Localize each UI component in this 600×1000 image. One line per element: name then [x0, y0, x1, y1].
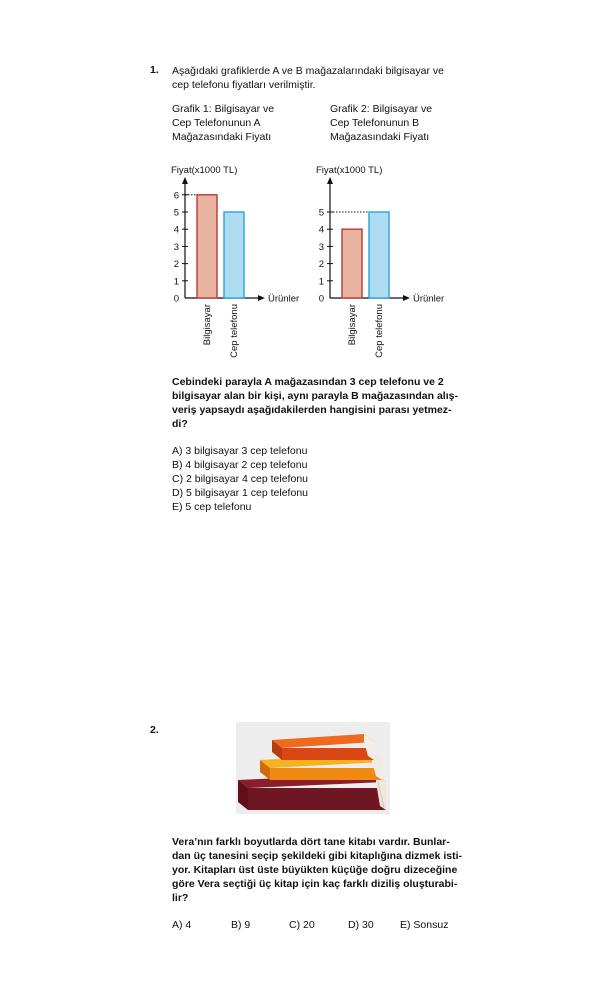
bar-bilgisayar: [197, 195, 217, 298]
question-1-text-line: Cebindeki parayla A mağazasından 3 cep telefonu ve 2: [172, 376, 444, 388]
y-tick-label: 0: [318, 293, 324, 305]
y-tick-label: 4: [173, 224, 179, 236]
bar-bilgisayar: [342, 229, 362, 298]
y-tick-label: 5: [173, 207, 179, 219]
graph-1-title: [172, 102, 312, 144]
question-1-text-line: di?: [172, 418, 188, 430]
x-axis-arrow: [403, 295, 410, 301]
question-2-text-line: Vera’nın farklı boyutlarda dört tane kitabı vardır. Bunlar-: [172, 836, 450, 848]
graph-2-title: [330, 102, 470, 144]
x-category-label: Cep telefonu: [374, 304, 385, 358]
y-tick-label: 2: [173, 259, 179, 271]
x-category-label: Bilgisayar: [347, 304, 358, 346]
answer-option[interactable]: C) 20: [289, 919, 315, 931]
question-2-text-line: dan üç tanesini seçip şekildeki gibi kitaplığına dizmek isti-: [172, 850, 463, 862]
x-category-label: Bilgisayar: [202, 304, 213, 346]
y-tick-label: 2: [318, 259, 324, 271]
y-tick-label: 1: [173, 276, 179, 288]
y-axis-arrow: [182, 177, 188, 184]
bar-cep-telefonu: [369, 212, 389, 298]
x-category-label: Cep telefonu: [229, 304, 240, 358]
question-1-text-line: bilgisayar alan bir kişi, aynı parayla B mağazasından alış-: [172, 390, 458, 402]
x-axis-label: Ürünler: [413, 293, 445, 305]
y-tick-label: 0: [173, 293, 179, 305]
question-1-options: [172, 444, 308, 514]
bar-chart-store-b: [310, 160, 460, 370]
answer-option[interactable]: D) 30: [348, 919, 374, 931]
answer-option[interactable]: E) Sonsuz: [400, 919, 449, 931]
question-2-text-line: lir?: [172, 892, 189, 904]
answer-option[interactable]: B) 9: [231, 919, 251, 931]
question-2-text-line: yor. Kitapları üst üste büyükten küçüğe doğru dizeceğine: [172, 864, 458, 876]
graph-1-title-line: Grafik 1: Bilgisayar ve: [172, 103, 275, 115]
y-tick-label: 4: [318, 224, 324, 236]
y-tick-label: 3: [173, 241, 179, 253]
bar-chart-store-a: [165, 160, 315, 370]
question-1-text: [172, 375, 458, 431]
answer-option[interactable]: B) 4 bilgisayar 2 cep telefonu: [172, 459, 308, 471]
question-1-number: 1.: [150, 64, 159, 76]
graph-1-title-line: Cep Telefonunun A: [172, 117, 261, 129]
y-tick-label: 5: [318, 207, 324, 219]
y-axis-arrow: [327, 177, 333, 184]
bar-cep-telefonu: [224, 212, 244, 298]
y-tick-label: 1: [318, 276, 324, 288]
book-stack-icon: [236, 722, 390, 814]
answer-option[interactable]: E) 5 cep telefonu: [172, 501, 252, 513]
answer-option[interactable]: A) 4: [172, 919, 192, 931]
y-tick-label: 3: [318, 241, 324, 253]
question-1-intro-line-1: Aşağıdaki grafiklerde A ve B mağazalarındaki bilgisayar ve: [172, 65, 444, 77]
answer-option[interactable]: A) 3 bilgisayar 3 cep telefonu: [172, 445, 308, 457]
x-axis-label: Ürünler: [268, 293, 300, 305]
answer-option[interactable]: D) 5 bilgisayar 1 cep telefonu: [172, 487, 308, 499]
graph-2-title-line: Cep Telefonunun B: [330, 117, 420, 129]
question-2-text: [172, 835, 462, 905]
y-tick-label: 6: [173, 190, 179, 202]
graph-2-title-line: Grafik 2: Bilgisayar ve: [330, 103, 433, 115]
y-axis-label: Fiyat(x1000 TL): [316, 165, 383, 176]
question-1-intro-line-2: cep telefonu fiyatları verilmiştir.: [172, 79, 316, 91]
question-2-number: 2.: [150, 724, 159, 736]
question-2-text-line: göre Vera seçtiği üç kitap için kaç farklı diziliş oluşturabi-: [172, 878, 458, 890]
question-1-text-line: veriş yapsaydı aşağıdakilerden hangisini parası yetmez-: [172, 404, 452, 416]
answer-option[interactable]: C) 2 bilgisayar 4 cep telefonu: [172, 473, 308, 485]
x-axis-arrow: [258, 295, 265, 301]
graph-2-title-line: Mağazasındaki Fiyatı: [330, 131, 430, 143]
y-axis-label: Fiyat(x1000 TL): [171, 165, 238, 176]
graph-1-title-line: Mağazasındaki Fiyatı: [172, 131, 272, 143]
